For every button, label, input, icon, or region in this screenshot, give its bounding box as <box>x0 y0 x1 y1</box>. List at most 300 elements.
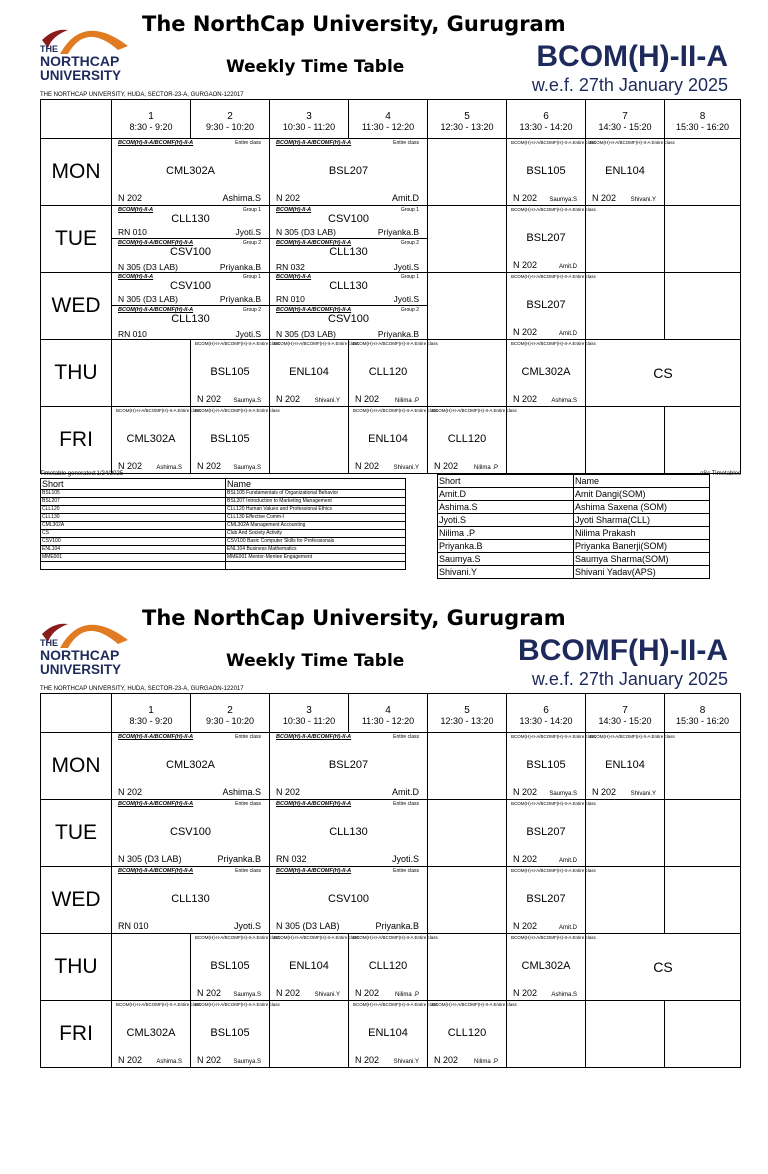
legend-name: Shivani Yadav(APS) <box>574 566 710 579</box>
empty-cell <box>269 1001 348 1067</box>
period-header <box>664 694 740 732</box>
teacher: Jyoti.S <box>391 854 419 864</box>
subject-code: ENL104 <box>605 165 645 177</box>
session-cell[interactable] <box>269 206 427 239</box>
subject-code: ENL104 <box>605 759 645 771</box>
period-time: 9:30 - 10:20 <box>205 122 255 132</box>
room: RN 032 <box>276 854 307 864</box>
room: RN 010 <box>118 227 147 237</box>
room: N 202 <box>118 787 143 797</box>
timetable-grid <box>40 99 741 474</box>
class-group-label: BCOM(H)-II-A/BCOMF(H)-II-A Entire class <box>195 1002 280 1007</box>
session-cell[interactable] <box>269 139 427 205</box>
legend-name: Ashima Saxena (SOM) <box>574 501 710 514</box>
subject-code: CS <box>653 365 673 381</box>
period-number: 3 <box>306 111 312 122</box>
session-cell[interactable] <box>269 867 427 933</box>
group-tag: Group 2 <box>242 307 261 313</box>
period-time: 10:30 - 11:20 <box>282 122 336 132</box>
class-group-label: BCOM(H)-II-A/BCOMF(H)-II-A Entire class <box>590 140 675 145</box>
period-time: 12:30 - 13:20 <box>440 716 494 726</box>
empty-cell <box>664 733 740 799</box>
room: N 202 <box>592 193 617 203</box>
room: N 305 (D3 LAB) <box>276 329 336 339</box>
subject-code: CLL120 <box>447 1027 487 1039</box>
empty-cell <box>664 867 740 933</box>
room: N 202 <box>118 193 143 203</box>
legend-name: Saumya Sharma(SOM) <box>574 553 710 566</box>
legend-row <box>41 562 406 570</box>
room: N 202 <box>513 787 538 797</box>
legend-short: BSL207 <box>41 498 226 506</box>
subject-code: CSV100 <box>328 893 369 905</box>
session-cell[interactable] <box>506 867 596 933</box>
period-header <box>585 100 664 138</box>
day-label: TUE <box>55 227 97 250</box>
legend-short: CSV100 <box>41 538 226 546</box>
class-group-label: BCOM(H)-II-A/BCOMF(H)-II-A Entire class <box>353 408 438 413</box>
session-cell[interactable] <box>269 800 427 866</box>
room: N 202 <box>197 1055 222 1065</box>
university-logo <box>38 612 130 692</box>
room: RN 010 <box>118 921 149 931</box>
subject-code: CSV100 <box>170 826 211 838</box>
session-cell[interactable] <box>111 800 269 866</box>
empty-cell <box>664 139 740 205</box>
teacher: Saumya.S <box>549 791 577 797</box>
teacher: Jyoti.S <box>393 262 419 272</box>
subject-code: CML302A <box>126 433 176 445</box>
session-cell[interactable] <box>190 340 280 406</box>
group-tag: Group 1 <box>242 274 261 280</box>
class-group-label: BCOM(H)-II-A/BCOMF(H)-II-A Entire class <box>590 734 675 739</box>
class-group-label: BCOM(H)-II-A <box>276 207 312 213</box>
legend-short: ENL104 <box>41 546 226 554</box>
teacher: Priyanka.B <box>377 227 419 237</box>
university-name: The NorthCap University, Gurugram <box>142 12 566 36</box>
session-cell[interactable] <box>111 206 269 239</box>
room: N 202 <box>197 394 222 404</box>
session-cell[interactable] <box>190 407 280 473</box>
session-cell[interactable] <box>111 139 269 205</box>
session-cell[interactable] <box>111 407 201 473</box>
subject-code: BSL105 <box>210 1027 250 1039</box>
teacher: Shivani.Y <box>630 791 656 797</box>
timetable-sheet <box>0 594 768 1174</box>
period-number: 7 <box>622 705 628 716</box>
period-header <box>506 100 585 138</box>
teacher: Amit.D <box>392 787 419 797</box>
subject-code: CLL130 <box>329 246 368 258</box>
class-group-label: BCOM(H)-II-A/BCOMF(H)-II-A Entire class <box>511 868 596 873</box>
period-number: 6 <box>543 111 549 122</box>
room: N 202 <box>513 921 538 931</box>
subject-code: BSL207 <box>328 165 369 177</box>
subject-code: CLL120 <box>368 366 408 378</box>
legend-short <box>41 562 226 570</box>
teacher: Saumya.S <box>549 197 577 203</box>
day-label: TUE <box>55 821 97 844</box>
room: N 202 <box>276 988 301 998</box>
room: N 202 <box>513 193 538 203</box>
period-time: 9:30 - 10:20 <box>205 716 255 726</box>
period-header <box>348 694 427 732</box>
empty-cell <box>111 934 190 1000</box>
group-tag: Entire class <box>393 868 419 874</box>
class-group-label: BCOM(H)-II-A <box>118 274 154 280</box>
teacher: Ashima.S <box>156 465 182 471</box>
subject-code: CLL120 <box>368 960 408 972</box>
room: N 202 <box>276 787 301 797</box>
class-group-label: BCOM(H)-II-A <box>276 274 312 280</box>
room: N 202 <box>118 461 143 471</box>
class-group-label: BCOM(H)-II-A/BCOMF(H)-II-A Entire class <box>511 935 596 940</box>
session-cell[interactable] <box>585 733 675 799</box>
empty-cell <box>585 867 664 933</box>
university-address: THE NORTHCAP UNIVERSITY, HUDA, SECTOR-23-A, GURGAON-122017 <box>40 686 244 692</box>
room: N 202 <box>434 461 459 471</box>
group-tag: Entire class <box>235 801 261 807</box>
empty-cell <box>664 206 740 272</box>
legend-name: BSL105 Fundamentals of Organizational Behavior <box>226 490 406 498</box>
legend-short: Ashima.S <box>438 501 574 514</box>
subject-code: CSV100 <box>170 246 211 258</box>
effective-date: w.e.f. 27th January 2025 <box>531 75 728 95</box>
legend-row <box>438 501 710 514</box>
legend-row <box>438 553 710 566</box>
session-cell[interactable] <box>269 340 359 406</box>
group-tag: Group 2 <box>400 240 419 246</box>
teacher: Nilima .P <box>394 992 419 998</box>
teacher: Jyoti.S <box>233 921 261 931</box>
empty-cell <box>427 867 506 933</box>
period-header <box>111 100 190 138</box>
session-cell[interactable] <box>506 733 596 799</box>
legend-name: Priyanka Banerji(SOM) <box>574 540 710 553</box>
teacher: Saumya.S <box>233 992 261 998</box>
class-group-label: BCOM(H)-II-A/BCOMF(H)-II-A Entire class <box>353 1002 438 1007</box>
session-cell[interactable] <box>585 340 740 406</box>
room: N 202 <box>197 988 222 998</box>
day-label: FRI <box>59 428 93 451</box>
legend-row <box>41 530 406 538</box>
period-number: 5 <box>464 705 470 716</box>
class-group-label: BCOM(H)-II-A/BCOMF(H)-II-A <box>118 307 194 313</box>
teacher: Shivani.Y <box>393 465 419 471</box>
room: N 202 <box>276 394 301 404</box>
day-label: FRI <box>59 1022 93 1045</box>
legend-row <box>41 522 406 530</box>
class-group-label: BCOM(H)-II-A/BCOMF(H)-II-A <box>118 140 194 146</box>
day-row <box>41 339 740 406</box>
day-label: WED <box>51 294 101 317</box>
room: N 305 (D3 LAB) <box>276 227 336 237</box>
teacher: Priyanka.B <box>375 921 419 931</box>
period-header <box>664 100 740 138</box>
legend-short: BSL105 <box>41 490 226 498</box>
teacher: Amit.D <box>559 264 577 270</box>
timetable-sheet <box>0 0 768 580</box>
class-group-label: BCOM(H)-II-A/BCOMF(H)-II-A Entire class <box>195 341 280 346</box>
room: N 202 <box>513 260 538 270</box>
teacher: Jyoti.S <box>235 329 261 339</box>
room: N 202 <box>434 1055 459 1065</box>
group-tag: Group 1 <box>400 274 419 280</box>
session-cell[interactable] <box>348 407 438 473</box>
period-header <box>269 694 348 732</box>
subject-code: BSL105 <box>210 433 250 445</box>
room: N 202 <box>276 193 301 203</box>
session-cell[interactable] <box>506 800 596 866</box>
session-cell[interactable] <box>506 139 596 205</box>
class-group-label: BCOM(H)-II-A/BCOMF(H)-II-A <box>276 734 352 740</box>
period-number: 2 <box>227 705 233 716</box>
empty-cell <box>427 139 506 205</box>
legend-row <box>438 566 710 579</box>
subject-code: CML302A <box>126 1027 176 1039</box>
empty-cell <box>427 273 506 339</box>
room: N 202 <box>513 854 538 864</box>
legend-header-name: Name <box>574 475 710 488</box>
empty-cell <box>427 733 506 799</box>
legend-header-row <box>41 479 406 490</box>
empty-cell <box>664 273 740 339</box>
teacher: Priyanka.B <box>217 854 261 864</box>
teacher: Ashima.S <box>222 787 261 797</box>
legend-short: Jyoti.S <box>438 514 574 527</box>
class-group-label: BCOM(H)-II-A/BCOMF(H)-II-A <box>118 868 194 874</box>
day-label: WED <box>51 888 101 911</box>
subject-code: BSL105 <box>210 366 250 378</box>
empty-cell <box>585 1001 664 1067</box>
subject-code: CS <box>653 959 673 975</box>
legend-header-short: Short <box>41 479 226 490</box>
empty-cell <box>664 407 740 473</box>
session-cell[interactable] <box>427 407 517 473</box>
legend-short: Amit.D <box>438 488 574 501</box>
subject-code: BSL207 <box>526 232 566 244</box>
teacher: Nilima .P <box>394 398 419 404</box>
class-group-label: BCOM(H)-II-A/BCOMF(H)-II-A <box>276 140 352 146</box>
teacher: Shivani.Y <box>314 992 340 998</box>
empty-cell <box>585 407 664 473</box>
session-cell[interactable] <box>111 239 269 273</box>
teacher: Shivani.Y <box>393 1059 419 1065</box>
period-number: 1 <box>148 705 154 716</box>
period-header <box>427 100 506 138</box>
period-time: 13:30 - 14:20 <box>519 716 573 726</box>
period-number: 3 <box>306 705 312 716</box>
class-group-label: BCOM(H)-II-A/BCOMF(H)-II-A <box>118 734 194 740</box>
session-cell[interactable] <box>269 239 427 273</box>
empty-cell <box>427 206 506 272</box>
session-cell[interactable] <box>269 733 427 799</box>
legend-name: CSV100 Basic Computer Skills for Professionals <box>226 538 406 546</box>
legend-short: Nilima .P <box>438 527 574 540</box>
period-time: 10:30 - 11:20 <box>282 716 336 726</box>
period-time: 14:30 - 15:20 <box>598 122 652 132</box>
logo-text-university: UNIVERSITY <box>40 68 122 83</box>
teacher: Jyoti.S <box>235 227 261 237</box>
legend-short: CLL130 <box>41 514 226 522</box>
period-number: 8 <box>699 111 706 122</box>
session-cell[interactable] <box>111 273 269 306</box>
subject-code: BSL207 <box>526 893 566 905</box>
legend-row <box>41 554 406 562</box>
group-tag: Group 1 <box>242 207 261 213</box>
room: N 202 <box>355 461 380 471</box>
room: N 305 (D3 LAB) <box>118 854 182 864</box>
legend-name: Jyoti Sharma(CLL) <box>574 514 710 527</box>
logo-text-northcap: NORTHCAP <box>40 53 120 69</box>
period-number: 4 <box>385 705 391 716</box>
session-cell[interactable] <box>348 340 438 406</box>
teacher: Saumya.S <box>233 1059 261 1065</box>
teacher: Shivani.Y <box>630 197 656 203</box>
subject-code: ENL104 <box>289 366 329 378</box>
session-cell[interactable] <box>506 206 596 272</box>
empty-cell <box>506 407 585 473</box>
session-cell[interactable] <box>348 934 438 1000</box>
period-number: 5 <box>464 111 470 122</box>
class-name: BCOMF(H)-II-A <box>518 634 728 667</box>
session-cell[interactable] <box>348 1001 438 1067</box>
session-cell[interactable] <box>111 1001 201 1067</box>
teacher: Ashima.S <box>156 1059 182 1065</box>
group-tag: Group 2 <box>242 240 261 246</box>
day-label: THU <box>54 361 98 384</box>
teacher: Ashima.S <box>222 193 261 203</box>
logo-text-university: UNIVERSITY <box>40 662 122 677</box>
legend-row <box>438 527 710 540</box>
asc-credit: aSc Timetables <box>699 471 741 477</box>
subject-code: BSL207 <box>526 826 566 838</box>
class-group-label: BCOM(H)-II-A/BCOMF(H)-II-A Entire class <box>511 140 596 145</box>
page-subtitle: Weekly Time Table <box>226 651 405 671</box>
class-group-label: BCOM(H)-II-A/BCOMF(H)-II-A <box>276 868 352 874</box>
session-cell[interactable] <box>506 340 596 406</box>
subject-code: CSV100 <box>328 213 369 225</box>
subject-code: CML302A <box>521 366 571 378</box>
legend-header-name: Name <box>226 479 406 490</box>
group-tag: Entire class <box>393 801 419 807</box>
empty-cell <box>664 1001 740 1067</box>
room: RN 032 <box>276 262 305 272</box>
period-time: 15:30 - 16:20 <box>675 716 730 726</box>
session-cell[interactable] <box>111 306 269 340</box>
legend-short: CML302A <box>41 522 226 530</box>
empty-cell <box>427 800 506 866</box>
session-cell[interactable] <box>269 306 427 340</box>
day-row <box>41 406 740 473</box>
empty-cell <box>427 934 506 1000</box>
period-number: 6 <box>543 705 549 716</box>
period-number: 4 <box>385 111 391 122</box>
empty-cell <box>585 800 664 866</box>
room: N 202 <box>513 988 538 998</box>
teacher: Ashima.S <box>551 992 577 998</box>
subject-code: CLL130 <box>329 826 368 838</box>
class-group-label: BCOM(H)-II-A/BCOMF(H)-II-A Entire class <box>274 935 359 940</box>
class-group-label: BCOM(H)-II-A/BCOMF(H)-II-A <box>276 307 352 313</box>
teacher: Jyoti.S <box>393 294 419 304</box>
timetable-grid <box>40 693 741 1068</box>
room: RN 010 <box>118 329 147 339</box>
legend-name: CML302A Management Accounting <box>226 522 406 530</box>
session-cell[interactable] <box>427 1001 517 1067</box>
class-group-label: BCOM(H)-II-A/BCOMF(H)-II-A Entire class <box>511 207 596 212</box>
legend-row <box>41 546 406 554</box>
day-row <box>41 272 740 339</box>
legend-name: BSL207 Introduction to Marketing Management <box>226 498 406 506</box>
logo-text-northcap: NORTHCAP <box>40 647 120 663</box>
session-cell[interactable] <box>269 273 427 306</box>
legend-short: CS <box>41 530 226 538</box>
period-number: 2 <box>227 111 233 122</box>
period-header <box>348 100 427 138</box>
class-group-label: BCOM(H)-II-A/BCOMF(H)-II-A <box>118 240 194 246</box>
day-row <box>41 799 740 866</box>
period-header <box>190 100 269 138</box>
legend-short: MME001 <box>41 554 226 562</box>
period-time: 11:30 - 12:20 <box>361 122 415 132</box>
class-group-label: BCOM(H)-II-A <box>118 207 154 213</box>
period-time: 8:30 - 9:20 <box>129 716 173 726</box>
legend-name: ENL104 Business Mathematics <box>226 546 406 554</box>
subject-code: CLL130 <box>171 313 210 325</box>
session-cell[interactable] <box>111 733 269 799</box>
class-group-label: BCOM(H)-II-A/BCOMF(H)-II-A <box>276 240 352 246</box>
teacher: Amit.D <box>559 925 577 931</box>
room: N 305 (D3 LAB) <box>118 262 178 272</box>
subject-code: CSV100 <box>328 313 369 325</box>
session-cell[interactable] <box>190 1001 280 1067</box>
session-cell[interactable] <box>269 934 359 1000</box>
teacher: Saumya.S <box>233 398 261 404</box>
session-cell[interactable] <box>585 934 740 1000</box>
empty-cell <box>664 800 740 866</box>
subject-code: CML302A <box>166 165 215 177</box>
legend-row <box>438 488 710 501</box>
teacher: Priyanka.B <box>219 294 261 304</box>
subject-code: ENL104 <box>368 433 408 445</box>
class-group-label: BCOM(H)-II-A/BCOMF(H)-II-A Entire class <box>353 341 438 346</box>
subject-code: BSL105 <box>526 165 566 177</box>
teacher: Priyanka.B <box>377 329 419 339</box>
empty-cell <box>506 1001 585 1067</box>
legend-header-row <box>438 475 710 488</box>
empty-cell <box>111 340 190 406</box>
legend-name: MME001 Mentor-Mentee Engagement <box>226 554 406 562</box>
legend-row <box>438 514 710 527</box>
session-cell[interactable] <box>190 934 280 1000</box>
period-header <box>190 694 269 732</box>
session-cell[interactable] <box>111 867 269 933</box>
class-group-label: BCOM(H)-II-A/BCOMF(H)-II-A Entire class <box>511 341 596 346</box>
class-group-label: BCOM(H)-II-A/BCOMF(H)-II-A Entire class <box>511 801 596 806</box>
logo-text-the: THE <box>40 638 58 648</box>
empty-cell <box>427 340 506 406</box>
day-label: MON <box>51 754 101 777</box>
session-cell[interactable] <box>506 273 596 339</box>
class-group-label: BCOM(H)-II-A/BCOMF(H)-II-A Entire class <box>195 935 280 940</box>
empty-cell <box>585 273 664 339</box>
teacher: Nilima .P <box>473 1059 498 1065</box>
legend-header-short: Short <box>438 475 574 488</box>
session-cell[interactable] <box>585 139 675 205</box>
room: N 202 <box>513 327 538 337</box>
session-cell[interactable] <box>506 934 596 1000</box>
